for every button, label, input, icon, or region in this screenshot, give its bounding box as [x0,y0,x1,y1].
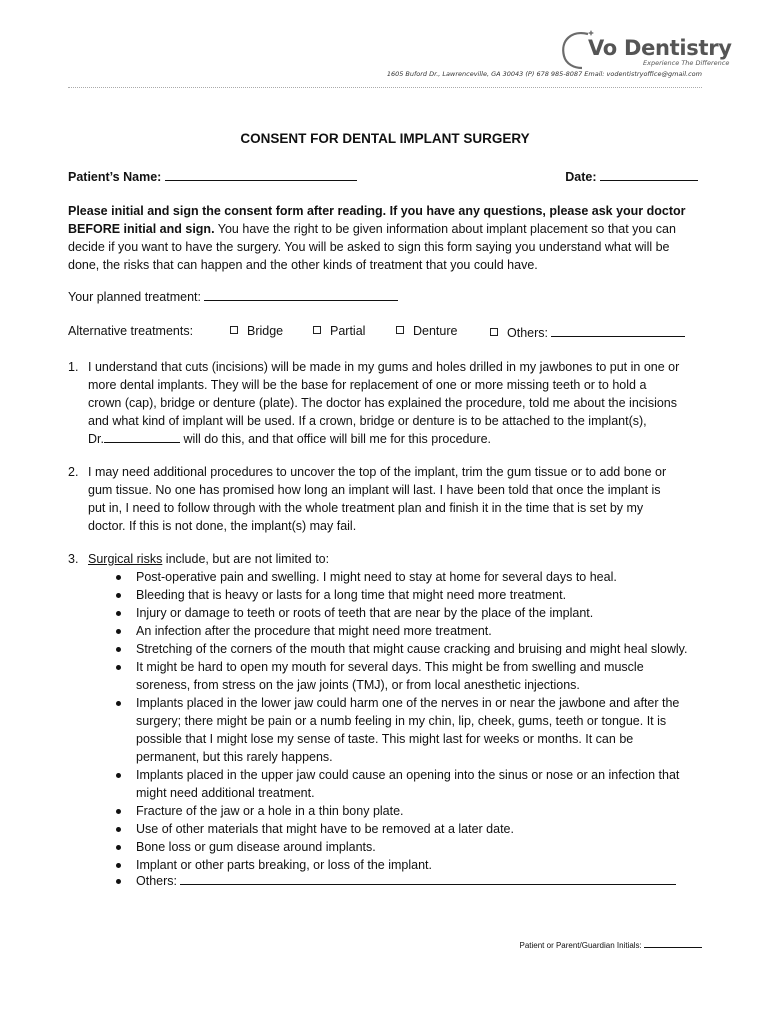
alternative-treatments-label: Alternative treatments: [68,324,194,338]
item-1-doctor-line [88,430,491,448]
item-1-number: 1. [68,360,79,374]
item-1-line: and what kind of implant will be used. If a crown, bridge or denture is to be attached to the implant(s), [88,414,647,428]
checkbox-others[interactable] [490,328,498,336]
bullet-icon [116,827,121,832]
doctor-name-field[interactable] [104,430,180,443]
risk-others-label: Others: [136,874,181,888]
risk-item-line: Implants placed in the upper jaw could cause an opening into the sinus or nose or an infection that [136,768,680,782]
doctor-prefix: Dr. [88,432,104,446]
item-3-number: 3. [68,552,79,566]
risk-item-line: It might be hard to open my mouth for several days. This might be from swelling and muscle [136,660,644,674]
others-treatment-field[interactable] [551,324,685,337]
bullet-icon [116,879,121,884]
intro-line-2-text: You have the right to be given information about implant placement so that you can [214,222,676,236]
risk-item-line: might need additional treatment. [136,786,315,800]
risk-item-line: An infection after the procedure that might need more treatment. [136,624,492,638]
bullet-icon [116,809,121,814]
bullet-icon [116,647,121,652]
item-2-line: gum tissue. No one has promised how long an implant will last. I have been told that once the implant is [88,483,661,497]
risk-item-line: Implant or other parts breaking, or loss of the implant. [136,858,432,872]
risk-item-line: Use of other materials that might have to be removed at a later date. [136,822,514,836]
bullet-icon [116,629,121,634]
patient-name-label: Patient’s Name: [68,170,165,184]
risk-item-line: Post-operative pain and swelling. I might need to stay at home for several days to heal. [136,570,617,584]
risk-others-row [136,872,676,890]
option-others[interactable] [490,324,685,340]
checkbox-partial[interactable] [313,326,321,334]
item-1-line: crown (cap), bridge or denture (plate). The doctor has explained the procedure, told me about the incisions [88,396,677,410]
logo-tagline: Experience The Difference [643,59,730,67]
vo-dentistry-logo [558,28,732,72]
initials-field[interactable] [644,939,702,948]
option-others-label: Others: [507,326,552,340]
doctor-suffix: will do this, and that office will bill me for this procedure. [179,432,492,446]
risk-item-line: possible that I might lose my sense of taste. This might last for weeks or months. It can be [136,732,634,746]
intro-line-4: done, the risks that can happen and the other kinds of treatment that you could have. [68,258,538,272]
bullet-icon [116,863,121,868]
date-field[interactable] [600,168,698,181]
risk-item-line: surgery; there might be pain or a numb feeling in my chin, lip, cheek, gums, teeth or tongue. It is [136,714,667,728]
date-row [565,168,698,184]
intro-line-1: Please initial and sign the consent form after reading. If you have any questions, please ask your doctor [68,204,686,218]
intro-line-2 [68,220,676,238]
item-1-line: more dental implants. They will be the base for replacement of one or more missing teeth or to hold a [88,378,647,392]
risk-item-line: Injury or damage to teeth or roots of teeth that are near by the place of the implant. [136,606,594,620]
checkbox-bridge[interactable] [230,326,238,334]
option-bridge[interactable] [230,324,283,338]
item-2-line: put in, I need to follow through with the whole treatment plan and finish it in the time that is set by my [88,501,644,515]
intro-bold-text: BEFORE initial and sign. [68,222,215,236]
item-2-line: I may need additional procedures to uncover the top of the implant, trim the gum tissue or to add bone or [88,465,667,479]
surgical-risks-heading-rest: include, but are not limited to: [162,552,330,566]
checkbox-denture[interactable] [396,326,404,334]
item-1-line: I understand that cuts (incisions) will be made in my gums and holes drilled in my jawbones to put in one or [88,360,680,374]
bullet-icon [116,611,121,616]
bullet-icon [116,845,121,850]
risk-item-line: Bleeding that is heavy or lasts for a long time that might need more treatment. [136,588,567,602]
surgical-risks-heading: Surgical risks [88,552,163,566]
intro-line-3: decide if you want to have the surgery. You will be asked to sign this form saying you understand what will be [68,240,670,254]
item-3-heading [88,550,329,568]
bullet-icon [116,575,121,580]
initials-footer [519,939,702,950]
risk-item-line: permanent, but this rarely happens. [136,750,333,764]
bullet-icon [116,593,121,598]
patient-name-row [68,168,357,184]
option-bridge-label: Bridge [247,324,284,338]
planned-treatment-label: Your planned treatment: [68,290,205,304]
item-2-number: 2. [68,465,79,479]
risk-item-line: Bone loss or gum disease around implants. [136,840,376,854]
form-title: CONSENT FOR DENTAL IMPLANT SURGERY [240,131,530,146]
option-denture-label: Denture [413,324,458,338]
date-label: Date: [565,170,600,184]
initials-label: Patient or Parent/Guardian Initials: [519,941,644,950]
bullet-icon [116,665,121,670]
office-address: 1605 Buford Dr., Lawrenceville, GA 30043 (P) 678 985-8087 Email: vodentistryoffice@gmail.com [386,70,702,78]
bullet-icon [116,701,121,706]
risk-others-field[interactable] [180,872,676,885]
planned-treatment-row [68,288,398,304]
option-partial-label: Partial [330,324,366,338]
option-partial[interactable] [313,324,365,338]
patient-name-field[interactable] [165,168,357,181]
risk-item-line: Fracture of the jaw or a hole in a thin bony plate. [136,804,404,818]
bullet-icon [116,773,121,778]
item-2-line: doctor. If this is not done, the implant(s) may fail. [88,519,357,533]
header-divider [68,87,702,88]
logo-text: Vo Dentistry [588,36,732,60]
risk-item-line: Stretching of the corners of the mouth that might cause cracking and bruising and might heal slowly. [136,642,688,656]
option-denture[interactable] [396,324,457,338]
planned-treatment-field[interactable] [204,288,398,301]
risk-item-line: Implants placed in the lower jaw could harm one of the nerves in or near the jawbone and after the [136,696,680,710]
risk-item-line: soreness, from stress on the jaw joints (TMJ), or from local anesthetic injections. [136,678,580,692]
